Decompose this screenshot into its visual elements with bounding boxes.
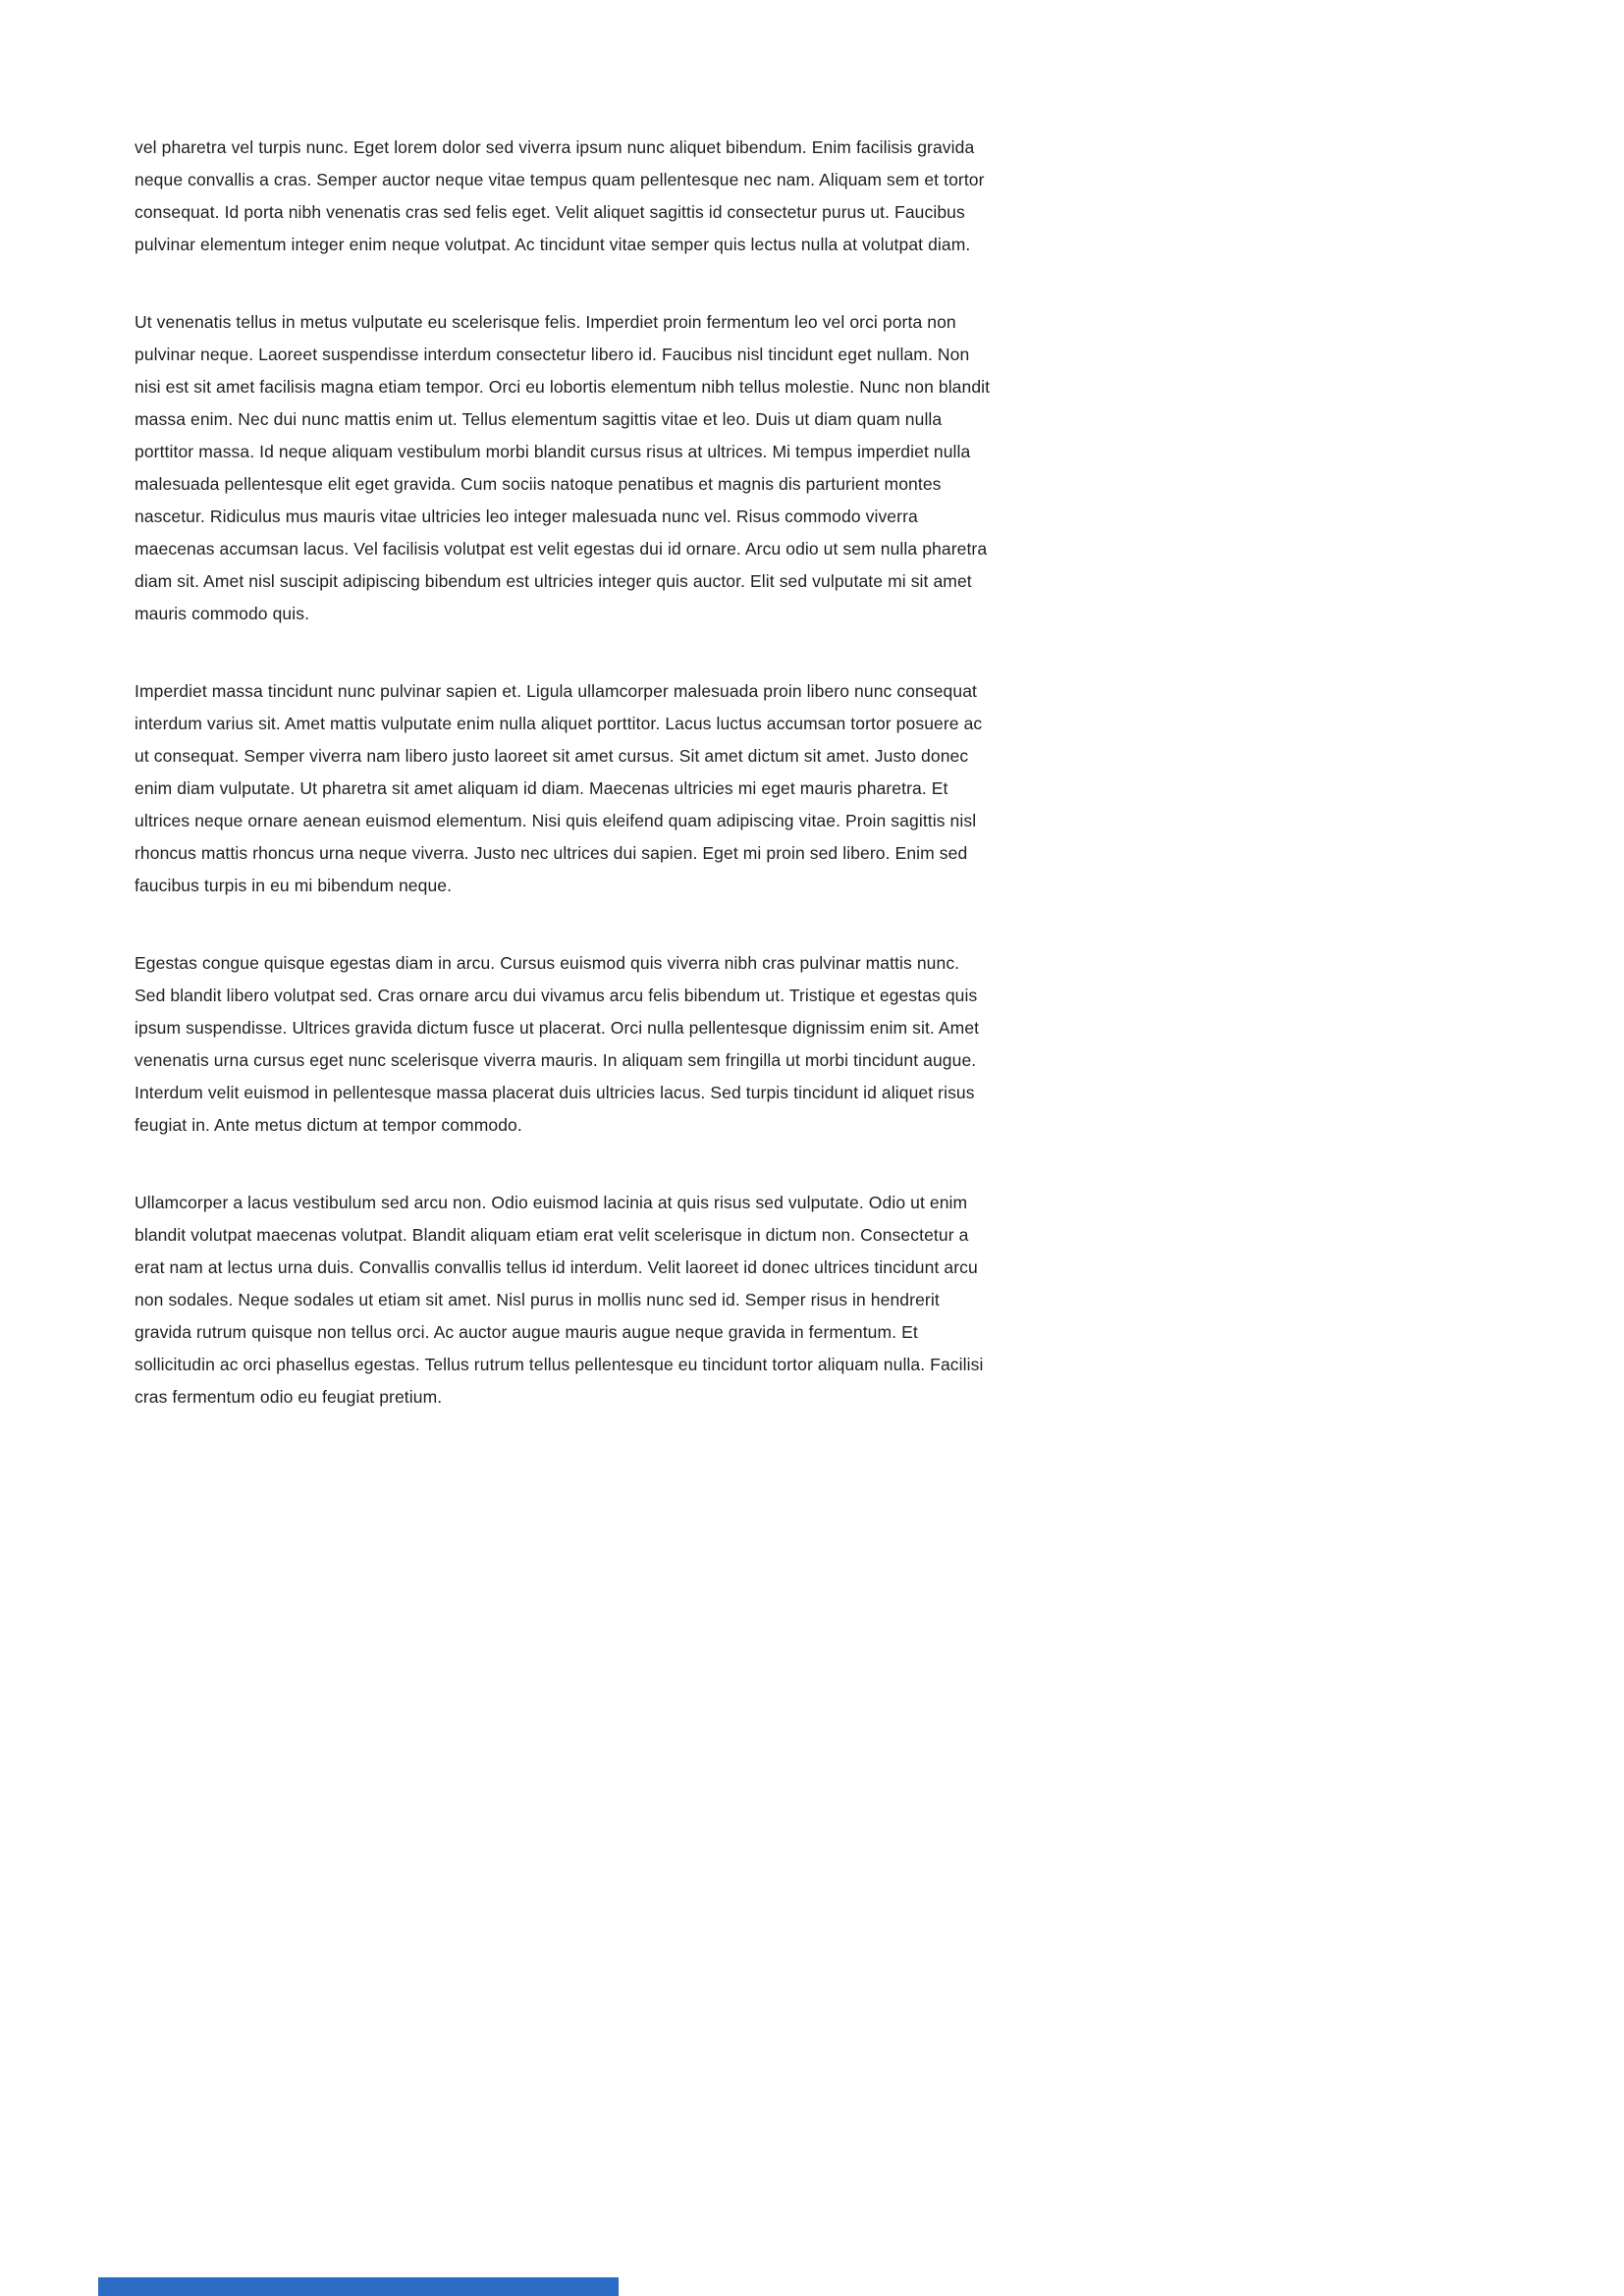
paragraph-3: Imperdiet massa tincidunt nunc pulvinar sapien et. Ligula ullamcorper malesuada proin libero nunc consequat interdum varius sit. Amet mattis vulputate enim nulla aliquet porttitor. Lacus luctus accumsan tortor posuere ac ut consequat. Semper viverra nam libero justo laoreet sit amet cursus. Sit amet dictum sit amet. Justo donec enim diam vulputate. Ut pharetra sit amet aliquam id diam. Maecenas ultricies mi eget mauris pharetra. Et ultrices neque ornare aenean euismod elementum. Nisi quis eleifend quam adipiscing vitae. Proin sagittis nisl rhoncus mattis rhoncus urna neque viverra. Justo nec ultrices dui sapien. Eget mi proin sed libero. Enim sed faucibus turpis in eu mi bibendum neque. xyxy=(135,681,983,895)
paragraph-2: Ut venenatis tellus in metus vulputate eu scelerisque felis. Imperdiet proin fermentum leo vel orci porta non pulvinar neque. Laoreet suspendisse interdum consectetur libero id. Faucibus nisl tincidunt eget nullam. Non nisi est sit amet facilisis magna etiam tempor. Orci eu lobortis elementum nibh tellus molestie. Nunc non blandit massa enim. Nec dui nunc mattis enim ut. Tellus elementum sagittis vitae et leo. Duis ut diam quam nulla porttitor massa. Id neque aliquam vestibulum morbi blandit cursus risus at ultrices. Mi tempus imperdiet nulla malesuada pellentesque elit eget gravida. Cum sociis natoque penatibus et magnis dis parturient montes nascetur. Ridiculus mus mauris vitae ultricies leo integer malesuada nunc vel. Risus commodo viverra maecenas accumsan lacus. Vel facilisis volutpat est velit egestas dui id ornare. Arcu odio ut sem nulla pharetra diam sit. Amet nisl suscipit adipiscing bibendum est ultricies integer quis auctor. Elit sed vulputate mi sit amet mauris commodo quis. xyxy=(135,312,991,623)
bottom-blue-bar[interactable] xyxy=(98,2277,619,2296)
paragraph-1: vel pharetra vel turpis nunc. Eget lorem dolor sed viverra ipsum nunc aliquet bibendum. Enim facilisis gravida neque convallis a cras. Semper auctor neque vitae tempus quam pellentesque nec nam. Aliquam sem et tortor consequat. Id porta nibh venenatis cras sed felis eget. Velit aliquet sagittis id consectetur purus ut. Faucibus pulvinar elementum integer enim neque volutpat. Ac tincidunt vitae semper quis lectus nulla at volutpat diam. xyxy=(135,137,985,254)
document-text-column xyxy=(135,132,994,1459)
paragraph-4: Egestas congue quisque egestas diam in arcu. Cursus euismod quis viverra nibh cras pulvinar mattis nunc. Sed blandit libero volutpat sed. Cras ornare arcu dui vivamus arcu felis bibendum ut. Tristique et egestas quis ipsum suspendisse. Ultrices gravida dictum fusce ut placerat. Orci nulla pellentesque dignissim enim sit. Amet venenatis urna cursus eget nunc scelerisque viverra mauris. In aliquam sem fringilla ut morbi tincidunt augue. Interdum velit euismod in pellentesque massa placerat duis ultricies lacus. Sed turpis tincidunt id aliquet risus feugiat in. Ante metus dictum at tempor commodo. xyxy=(135,953,980,1135)
paragraph-5: Ullamcorper a lacus vestibulum sed arcu non. Odio euismod lacinia at quis risus sed vulputate. Odio ut enim blandit volutpat maecenas volutpat. Blandit aliquam etiam erat velit scelerisque in dictum non. Consectetur a erat nam at lectus urna duis. Convallis convallis tellus id interdum. Velit laoreet id donec ultrices tincidunt arcu non sodales. Neque sodales ut etiam sit amet. Nisl purus in mollis nunc sed id. Semper risus in hendrerit gravida rutrum quisque non tellus orci. Ac auctor augue mauris augue neque gravida in fermentum. Et sollicitudin ac orci phasellus egestas. Tellus rutrum tellus pellentesque eu tincidunt tortor aliquam nulla. Facilisi cras fermentum odio eu feugiat pretium. xyxy=(135,1193,984,1407)
